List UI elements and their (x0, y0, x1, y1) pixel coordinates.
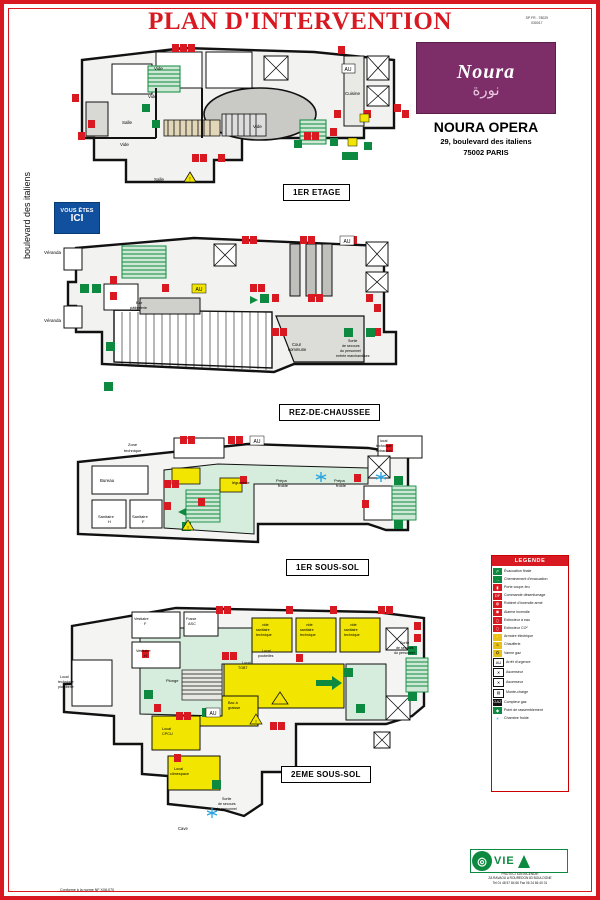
boiler-icon: ♨ (493, 642, 502, 649)
legend-label: Porte coupe-feu (504, 585, 530, 590)
legend-item (493, 568, 567, 575)
svg-text:entrée marchandises: entrée marchandises (336, 354, 370, 358)
legend-label: Chambre froide (504, 715, 529, 720)
svg-text:local: local (380, 439, 388, 443)
legend-item (493, 678, 567, 687)
svg-text:du personnel: du personnel (394, 651, 415, 655)
svg-text:froide: froide (336, 483, 347, 488)
legend-label: Alarme incendie (504, 609, 530, 614)
svg-text:Cour: Cour (292, 342, 302, 347)
svg-text:Plonge: Plonge (166, 678, 179, 683)
svg-text:Vide: Vide (253, 124, 262, 129)
svg-text:technique: technique (344, 633, 360, 637)
vie-line-3: Tel 01 48 57 84 66 Fax 06 24 66 40 01 (492, 880, 548, 885)
legend-item (493, 601, 567, 608)
exit-running-icon: ↱ (493, 568, 502, 575)
svg-text:vide: vide (262, 623, 269, 627)
emergency-stop-icon: AU (493, 658, 504, 667)
elevator-icon: ✕ (493, 668, 504, 677)
svg-text:AU: AU (195, 287, 203, 293)
legend-item (493, 689, 567, 698)
legend-label: Robinet d'incendie armé (504, 601, 543, 606)
svg-text:!: ! (189, 177, 191, 183)
svg-text:Fosse: Fosse (186, 617, 197, 621)
electric-cabinet-icon: ⚡ (493, 634, 502, 641)
svg-text:Sanitaire: Sanitaire (98, 514, 114, 519)
svg-text:Cuisine: Cuisine (345, 91, 361, 96)
legend-list (492, 566, 568, 725)
svg-text:technique: technique (58, 680, 74, 684)
brand-name: NOURA OPERA (433, 119, 539, 135)
svg-text:sanitaire: sanitaire (256, 628, 270, 632)
svg-text:technique: technique (124, 448, 142, 453)
svg-text:Salle: Salle (122, 120, 133, 125)
svg-text:Bureau: Bureau (100, 478, 115, 483)
svg-text:technique: technique (256, 633, 272, 637)
svg-text:Local: Local (162, 727, 172, 731)
legend-title: LEGENDE (492, 556, 568, 566)
svg-text:Local: Local (174, 767, 184, 771)
legend-item (493, 625, 567, 632)
svg-text:technique: technique (300, 633, 316, 637)
legend-item (493, 715, 567, 722)
svg-text:ASC: ASC (188, 622, 196, 626)
legend-item (493, 609, 567, 616)
svg-text:plomberie: plomberie (58, 685, 74, 689)
vie-company-info (470, 872, 570, 885)
svg-text:du personnel: du personnel (216, 807, 237, 811)
floor-label-ss1: 1ER SOUS-SOL (286, 559, 369, 576)
legend-item (493, 593, 567, 600)
svg-text:poubelles: poubelles (258, 654, 274, 658)
svg-text:AU: AU (253, 439, 261, 445)
svg-text:vide: vide (350, 623, 357, 627)
svg-text:CPCU: CPCU (162, 732, 173, 736)
svg-text:Sortie: Sortie (400, 641, 410, 645)
vie-line-2: ZA RAVAOU A ROUREDON 83 BOULOGNE (488, 876, 552, 881)
arrow-green-icon: → (493, 576, 502, 583)
legend-label: Chaufferie (504, 642, 521, 647)
svg-text:Bac à: Bac à (228, 701, 238, 705)
svg-text:!: ! (255, 719, 257, 724)
assembly-point-icon: ◆ (493, 707, 502, 714)
vie-name: VIE (494, 855, 515, 867)
floor-plan-ss1 (68, 434, 428, 559)
legend-label: Cheminement d'évacuation (504, 576, 548, 581)
legend-label: Vanne gaz (504, 650, 521, 655)
vie-mark-icon: ◎ (472, 851, 492, 871)
svg-text:de secours: de secours (218, 802, 236, 806)
vie-triangle-icon (518, 855, 530, 868)
legend-label: Commande désenfumage (504, 593, 546, 598)
svg-text:Sortie: Sortie (222, 797, 232, 801)
svg-text:extraction: extraction (376, 449, 392, 453)
svg-text:Prépa: Prépa (334, 478, 345, 483)
svg-text:climespace: climespace (170, 772, 189, 776)
legend-item (493, 658, 567, 667)
legend-label: Ascenseur (506, 680, 523, 685)
svg-text:graisse: graisse (228, 706, 241, 710)
svg-text:TGBT: TGBT (238, 666, 248, 670)
fire-door-icon: ▮ (493, 584, 502, 591)
svg-text:Sortie: Sortie (348, 339, 358, 343)
svg-text:Bar: Bar (136, 300, 143, 305)
brand-address-line1: 29, boulevard des italiens (440, 137, 532, 146)
svg-text:commune: commune (288, 347, 307, 352)
svg-text:F: F (142, 519, 145, 524)
legend-item (493, 699, 567, 706)
svg-text:Zone: Zone (128, 442, 138, 447)
svg-text:Local: Local (242, 661, 251, 665)
svg-text:Cave: Cave (178, 826, 188, 831)
svg-text:H: H (108, 519, 111, 524)
brand-address-line2: 75002 PARIS (463, 147, 509, 157)
cold-room-icon: ✳ (493, 715, 502, 722)
floor-plan-etage1: E AU ! Vide Vide Salle Vide Vide Cuisine Salle (64, 42, 414, 197)
vie-line-1: PROTECTION INCENDIE (501, 872, 539, 876)
alarm-icon: ◉ (493, 609, 502, 616)
legend-item (493, 642, 567, 649)
page-title: PLAN D'INTERVENTION (148, 8, 452, 35)
ria-icon: ◍ (493, 601, 502, 608)
extinguisher-water-icon: ▯ (493, 617, 502, 624)
you-are-here-line1: VOUS ÊTES (60, 208, 94, 214)
svg-text:Local: Local (262, 649, 271, 653)
floor-label-rdc: REZ-DE-CHAUSSEE (279, 404, 380, 421)
you-are-here-line2: ICI (70, 213, 84, 224)
svg-text:Vide: Vide (148, 94, 157, 99)
svg-text:de secours: de secours (396, 646, 414, 650)
svg-text:pâtisserie: pâtisserie (130, 305, 148, 310)
legend-panel (491, 555, 569, 792)
svg-text:Véranda: Véranda (44, 318, 62, 323)
svg-text:du personnel: du personnel (340, 349, 361, 353)
svg-text:Sanitaire: Sanitaire (132, 514, 148, 519)
svg-text:⚡: ⚡ (276, 699, 284, 705)
norm-text: Conforme à la norme NF X08-070 (60, 888, 115, 892)
goods-lift-icon: ▤ (493, 689, 504, 698)
legend-label: Compteur gaz (504, 699, 527, 704)
legend-label: Point de rassemblement (504, 707, 543, 712)
svg-text:Vestiaire: Vestiaire (134, 617, 149, 621)
street-label: boulevard des italiens (22, 171, 32, 259)
svg-text:sanitaire: sanitaire (300, 628, 314, 632)
brand-logo-arabic: نورة (472, 81, 500, 99)
svg-text:AU: AU (209, 711, 217, 717)
legend-label: Extincteur CO² (504, 626, 528, 631)
smoke-control-icon: DF (494, 593, 501, 599)
vie-logo (470, 849, 568, 873)
extinguisher-co2-icon: ▯ (493, 625, 502, 632)
legend-label: Arrêt d'urgence (506, 659, 531, 664)
brand-logo-text: Noura (456, 61, 516, 83)
gas-meter-icon: GAZ (493, 699, 502, 705)
elevator-2-icon: ✕ (493, 678, 504, 687)
svg-text:Véranda: Véranda (44, 250, 62, 255)
svg-text:AU: AU (344, 67, 352, 73)
legend-item (493, 584, 567, 591)
svg-text:Local: Local (60, 675, 69, 679)
legend-item (493, 707, 567, 714)
legend-label: Monte-charge (506, 690, 529, 695)
legend-label: Armoire électrique (504, 634, 534, 639)
legend-item (493, 668, 567, 677)
svg-text:Vide: Vide (120, 142, 129, 147)
you-are-here-badge (54, 202, 100, 234)
svg-text:vide: vide (306, 623, 313, 627)
legend-label: Ascenseur (506, 669, 523, 674)
svg-text:légumerie: légumerie (232, 480, 250, 485)
svg-text:F: F (144, 622, 147, 626)
legend-label: Extincteur à eau (504, 617, 530, 622)
svg-text:H: H (144, 654, 147, 658)
reference-code: SP FR - 78029 030017 (525, 16, 548, 26)
svg-text:sanitaire: sanitaire (344, 628, 358, 632)
svg-text:Salle: Salle (154, 177, 165, 182)
svg-text:Prépa: Prépa (276, 478, 287, 483)
floor-label-ss2: 2EME SOUS-SOL (281, 766, 371, 783)
floor-plan-rdc (44, 232, 414, 397)
svg-text:Vide: Vide (154, 66, 163, 71)
legend-label: Évacuation finale (504, 568, 532, 573)
svg-text:froide: froide (278, 483, 289, 488)
legend-item (493, 576, 567, 583)
legend-item (493, 650, 567, 657)
svg-text:technique: technique (376, 444, 392, 448)
svg-text:Vestiaire: Vestiaire (136, 649, 151, 653)
svg-text:!: ! (187, 525, 189, 530)
svg-text:de secours: de secours (342, 344, 360, 348)
brand-address (408, 137, 564, 159)
legend-item (493, 617, 567, 624)
legend-item (493, 634, 567, 641)
svg-text:AU: AU (343, 239, 351, 245)
floor-plan-ss2 (56, 604, 446, 844)
gas-valve-icon: ⏣ (493, 650, 502, 657)
floor-label-etage1: 1ER ETAGE (283, 184, 350, 201)
brand-logo (416, 42, 556, 114)
